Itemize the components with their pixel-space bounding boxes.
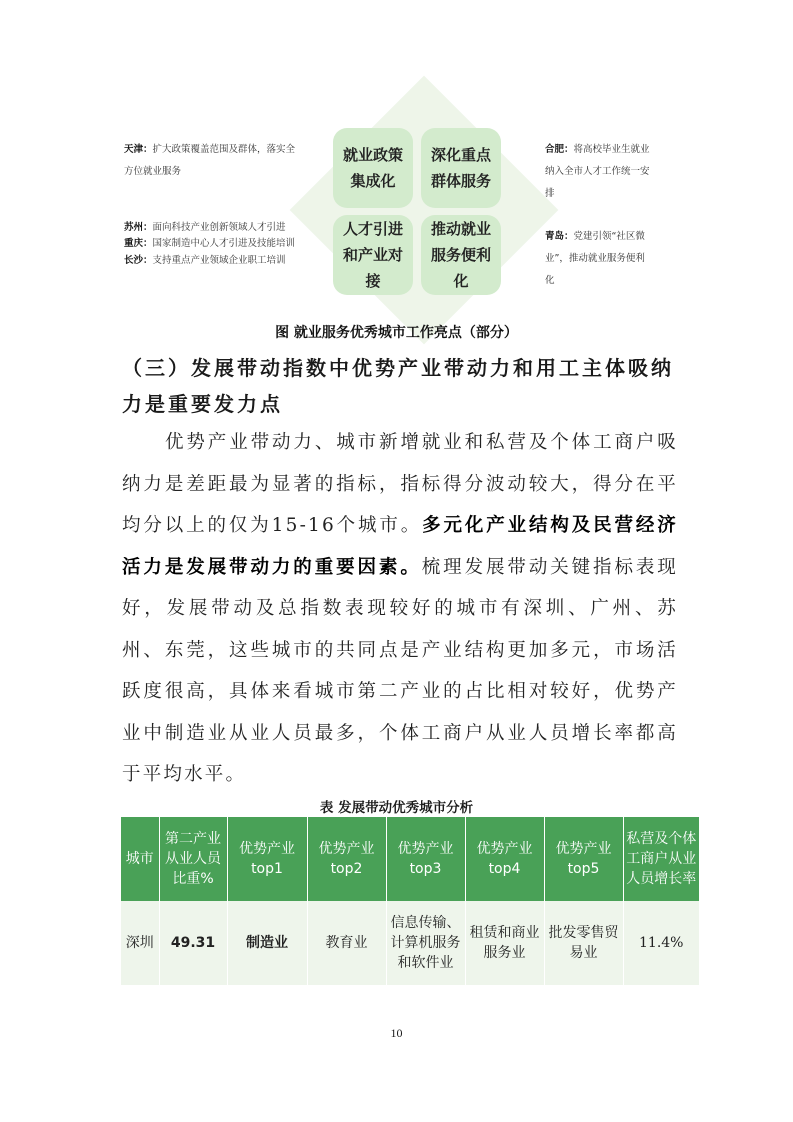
- note-text: 扩大政策覆盖范围及群体，落实全方位就业服务: [124, 144, 296, 177]
- tile-talent-industry: [333, 215, 413, 295]
- note-text: 面向科技产业创新领域人才引进: [152, 222, 286, 233]
- note-city: 青岛：: [545, 231, 574, 242]
- section-paragraph: [122, 422, 678, 796]
- tile-service-convenience: [421, 215, 501, 295]
- table-header-row: [121, 817, 699, 901]
- header-private-growth-rate: 私营及个体工商户从业人员增长率: [623, 817, 699, 901]
- table-caption: 表 发展带动优秀城市分析: [319, 800, 474, 816]
- cell-growth-rate: 11.4%: [623, 901, 699, 985]
- analysis-table: [121, 817, 699, 985]
- cell-top2: 教育业: [307, 901, 386, 985]
- header-top4: 优势产业top4: [465, 817, 544, 901]
- note-qingdao: [545, 226, 651, 292]
- tile-key-groups: [421, 128, 501, 208]
- header-top5: 优势产业top5: [544, 817, 623, 901]
- note-hefei: [545, 139, 651, 205]
- note-text: 党建引领“社区微业”，推动就业服务便利化: [545, 231, 645, 286]
- note-city: 重庆：: [124, 238, 153, 249]
- tile-label: 推动就业 服务便利 化: [430, 220, 491, 290]
- header-secondary-industry-share: 第二产业从业人员比重%: [159, 817, 227, 901]
- cell-top5: 批发零售贸易业: [544, 901, 623, 985]
- table-row: [121, 901, 699, 985]
- header-top3: 优势产业top3: [386, 817, 465, 901]
- tile-label: 就业政策 集成化: [342, 146, 403, 190]
- header-top2: 优势产业top2: [307, 817, 386, 901]
- note-text: 将高校毕业生就业纳入全市人才工作统一安排: [545, 144, 650, 199]
- tile-policy-integration: [333, 128, 413, 208]
- paragraph-text-2: 梳理发展带动关键指标表现好，发展带动及总指数表现较好的城市有深圳、广州、苏州、东莞，这些城市的共同点是产业结构更加多元，市场活跃度很高，具体来看城市第二产业的占比相对较好，优势产业中制造业从业人员最多，个体工商户从业人员增长率都高于平均水平。: [122, 556, 678, 785]
- header-top1: 优势产业top1: [227, 817, 307, 901]
- tile-label: 深化重点 群体服务: [430, 146, 491, 190]
- cell-top1: 制造业: [227, 901, 307, 985]
- cell-share: 49.31: [159, 901, 227, 985]
- cell-top3: 信息传输、计算机服务和软件业: [386, 901, 465, 985]
- section-heading: （三）发展带动指数中优势产业带动力和用工主体吸纳力是重要发力点: [122, 356, 674, 416]
- note-text: 支持重点产业领域企业职工培训: [152, 255, 286, 266]
- cell-city: 深圳: [121, 901, 159, 985]
- page-number: 10: [390, 1026, 403, 1040]
- figure-caption: 图 就业服务优秀城市工作亮点（部分）: [275, 325, 518, 341]
- note-text: 国家制造中心人才引进及技能培训: [152, 238, 296, 249]
- note-city: 天津：: [124, 144, 153, 155]
- figure-diamond-background: [290, 76, 559, 345]
- note-city: 苏州：: [124, 222, 153, 233]
- header-city: 城市: [121, 817, 159, 901]
- note-changsha: [124, 250, 324, 272]
- tile-label: 人才引进 和产业对 接: [342, 220, 403, 290]
- paragraph-bold-text: 多元化产业结构及民营经济活力是发展带动力的重要因素。: [122, 515, 678, 578]
- note-tianjin: [124, 139, 300, 183]
- note-city: 长沙：: [124, 255, 153, 266]
- note-city: 合肥：: [545, 144, 574, 155]
- paragraph-text-1: 优势产业带动力、城市新增就业和私营及个体工商户吸纳力是差距最为显著的指标，指标得分波动较大，得分在平均分以上的仅为15-16个城市。: [122, 432, 678, 536]
- cell-top4: 租赁和商业服务业: [465, 901, 544, 985]
